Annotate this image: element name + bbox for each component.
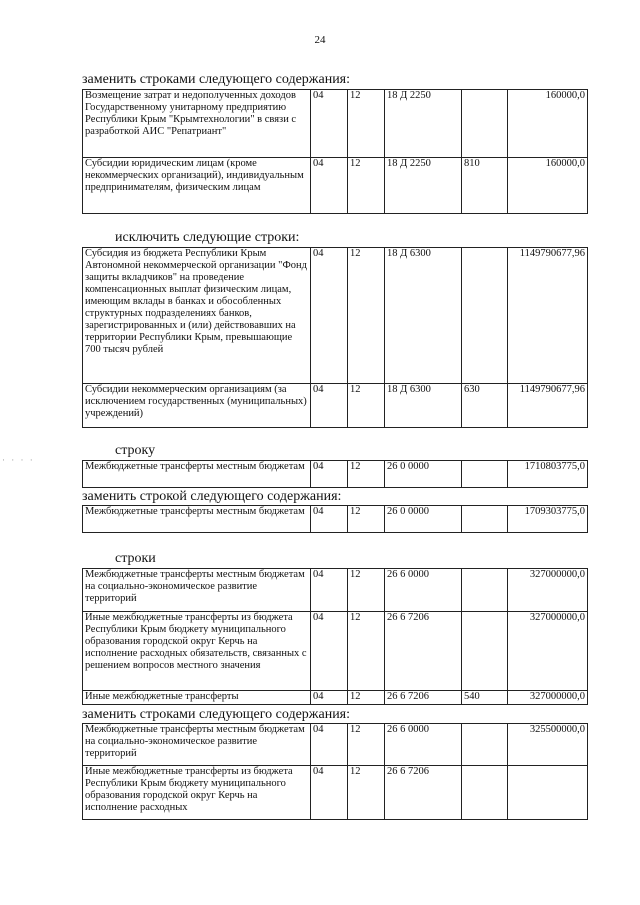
budget-table <box>82 247 588 428</box>
row-code-target: 26 0 0000 <box>385 506 462 533</box>
row-code-target: 26 6 7206 <box>385 766 462 820</box>
row-code-ministry: 04 <box>311 384 348 428</box>
row-code-expense-type: 810 <box>462 158 508 214</box>
row-code-section: 12 <box>348 724 385 766</box>
row-code-target: 26 6 0000 <box>385 569 462 612</box>
row-code-section: 12 <box>348 569 385 612</box>
budget-table <box>82 460 588 488</box>
section-heading: строки <box>115 551 156 566</box>
row-description: Субсидия из бюджета Республики Крым Автономной некоммерческой организации "Фонд защиты вкладчиков" на проведение компенсационных выплат физическим лицам, имеющим вклады в банках и обособленных структурных подразделениях банков, зарегистрированных и (или) действовавших на территории Республики Крым, превышающие 700 тысяч рублей <box>83 248 311 384</box>
row-code-target: 18 Д 6300 <box>385 248 462 384</box>
row-code-section: 12 <box>348 158 385 214</box>
budget-table <box>82 89 588 214</box>
table-row <box>83 569 588 612</box>
row-description: Иные межбюджетные трансферты из бюджета Республики Крым бюджету муниципального образования городской округ Керчь на исполнение расходных <box>83 766 311 820</box>
row-code-ministry: 04 <box>311 461 348 488</box>
row-code-ministry: 04 <box>311 90 348 158</box>
row-code-expense-type <box>462 766 508 820</box>
table-row <box>83 158 588 214</box>
row-code-ministry: 04 <box>311 724 348 766</box>
row-code-target: 26 0 0000 <box>385 461 462 488</box>
table-row <box>83 724 588 766</box>
row-code-expense-type <box>462 506 508 533</box>
row-code-target: 18 Д 2250 <box>385 90 462 158</box>
row-code-expense-type: 540 <box>462 691 508 705</box>
section-heading: исключить следующие строки: <box>115 230 300 245</box>
row-code-ministry: 04 <box>311 612 348 691</box>
row-code-ministry: 04 <box>311 506 348 533</box>
table-row <box>83 248 588 384</box>
section-heading: заменить строкой следующего содержания: <box>82 489 342 504</box>
row-code-expense-type <box>462 612 508 691</box>
row-code-ministry: 04 <box>311 569 348 612</box>
section-heading: заменить строками следующего содержания: <box>82 72 351 87</box>
row-code-section: 12 <box>348 506 385 533</box>
row-code-ministry: 04 <box>311 766 348 820</box>
row-amount: 160000,0 <box>508 158 588 214</box>
row-code-section: 12 <box>348 248 385 384</box>
row-description: Межбюджетные трансферты местным бюджетам на социально-экономическое развитие территорий <box>83 724 311 766</box>
row-amount: 160000,0 <box>508 90 588 158</box>
row-code-section: 12 <box>348 766 385 820</box>
row-description: Межбюджетные трансферты местным бюджетам <box>83 506 311 533</box>
row-amount: 327000000,0 <box>508 569 588 612</box>
row-description: Межбюджетные трансферты местным бюджетам на социально-экономическое развитие территорий <box>83 569 311 612</box>
budget-table <box>82 568 588 705</box>
row-description: Субсидии юридическим лицам (кроме некоммерческих организаций), индивидуальным предпринимателям, физическим лицам <box>83 158 311 214</box>
row-code-section: 12 <box>348 461 385 488</box>
row-code-section: 12 <box>348 384 385 428</box>
row-code-ministry: 04 <box>311 691 348 705</box>
row-code-section: 12 <box>348 90 385 158</box>
row-amount: 1149790677,96 <box>508 384 588 428</box>
table-row <box>83 691 588 705</box>
section-heading: строку <box>115 443 156 458</box>
budget-table <box>82 723 588 820</box>
row-amount: 1149790677,96 <box>508 248 588 384</box>
row-code-expense-type <box>462 90 508 158</box>
row-code-ministry: 04 <box>311 158 348 214</box>
page-number: 24 <box>314 34 326 46</box>
row-code-section: 12 <box>348 612 385 691</box>
row-code-expense-type <box>462 569 508 612</box>
row-code-target: 26 6 7206 <box>385 612 462 691</box>
row-amount: 327000000,0 <box>508 612 588 691</box>
row-amount: 1710803775,0 <box>508 461 588 488</box>
row-description: Возмещение затрат и недополученных доходов Государственному унитарному предприятию Республики Крым "Крымтехнологии" в связи с разработкой АИС "Репатриант" <box>83 90 311 158</box>
table-row <box>83 766 588 820</box>
section-heading: заменить строками следующего содержания: <box>82 707 351 722</box>
scan-artifact: · · · · <box>2 455 35 465</box>
table-row <box>83 90 588 158</box>
row-code-section: 12 <box>348 691 385 705</box>
table-row <box>83 612 588 691</box>
row-code-expense-type: 630 <box>462 384 508 428</box>
row-amount <box>508 766 588 820</box>
row-code-ministry: 04 <box>311 248 348 384</box>
row-amount: 327000000,0 <box>508 691 588 705</box>
row-code-target: 26 6 0000 <box>385 724 462 766</box>
row-amount: 325500000,0 <box>508 724 588 766</box>
table-row <box>83 384 588 428</box>
row-description: Иные межбюджетные трансферты <box>83 691 311 705</box>
row-code-target: 18 Д 2250 <box>385 158 462 214</box>
table-row <box>83 506 588 533</box>
budget-table <box>82 505 588 533</box>
row-code-expense-type <box>462 248 508 384</box>
row-amount: 1709303775,0 <box>508 506 588 533</box>
row-description: Субсидии некоммерческим организациям (за исключением государственных (муниципальных) учреждений) <box>83 384 311 428</box>
table-row <box>83 461 588 488</box>
row-description: Межбюджетные трансферты местным бюджетам <box>83 461 311 488</box>
row-description: Иные межбюджетные трансферты из бюджета Республики Крым бюджету муниципального образования городской округ Керчь на исполнение расходных обязательств, связанных с решением вопросов местного значения <box>83 612 311 691</box>
row-code-expense-type <box>462 461 508 488</box>
row-code-target: 18 Д 6300 <box>385 384 462 428</box>
row-code-expense-type <box>462 724 508 766</box>
row-code-target: 26 6 7206 <box>385 691 462 705</box>
